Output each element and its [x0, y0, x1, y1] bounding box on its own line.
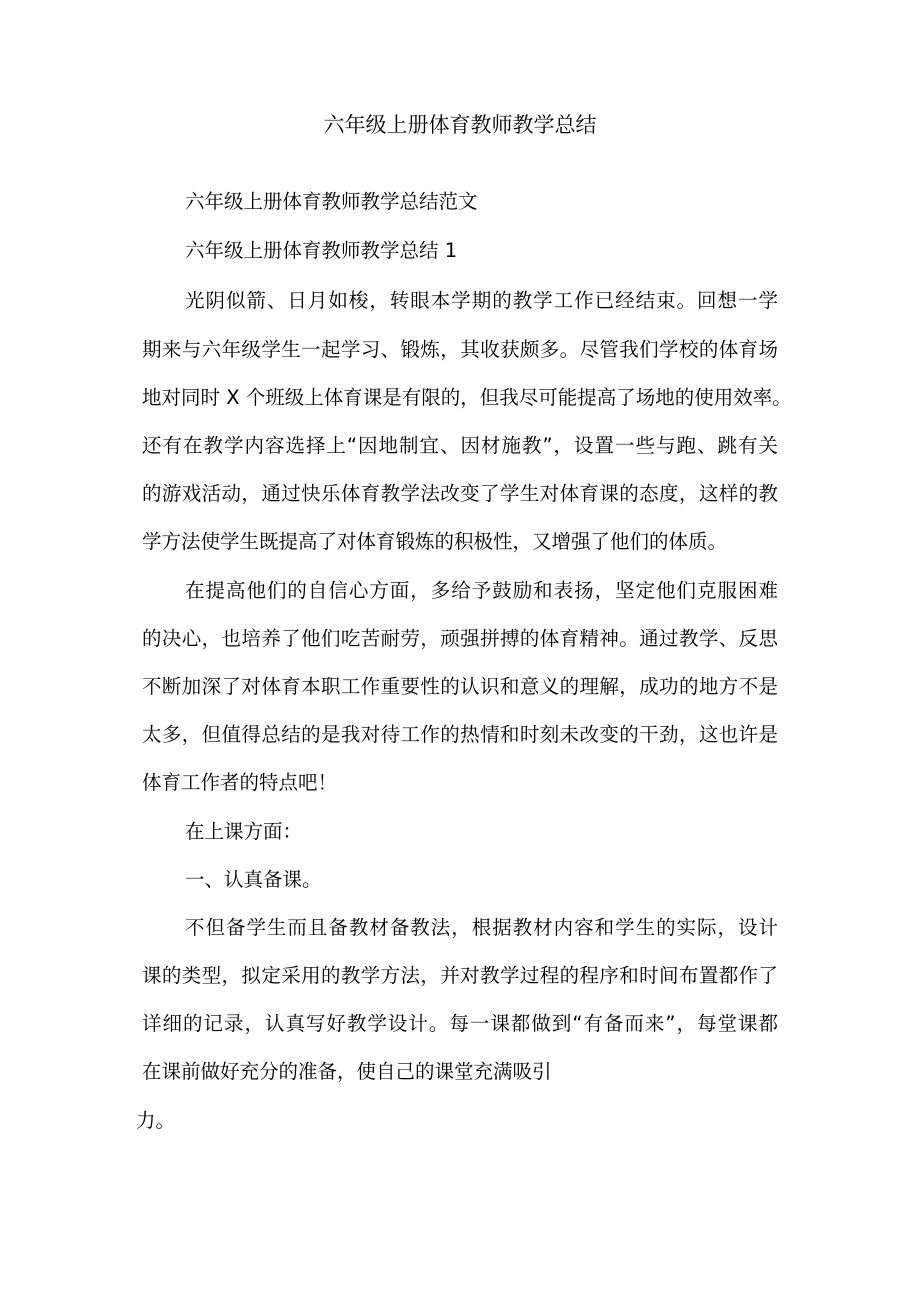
paragraph-2-line-4: 太多，但值得总结的是我对待工作的热情和时刻未改变的干劲，这也许是: [142, 723, 778, 746]
paragraph-1-line-5: 的游戏活动，通过快乐体育教学法改变了学生对体育课的态度，这样的教: [142, 482, 778, 505]
paragraph-2-line-2: 的决心，也培养了他们吃苦耐劳，顽强拼搏的体育精神。通过教学、反思: [142, 627, 778, 650]
paragraph-3-line-3: 详细的记录，认真写好教学设计。每一课都做到“有备而来”，每堂课都: [142, 1012, 778, 1035]
paragraph-1-line-4: 还有在教学内容选择上“因地制宜、因材施教”，设置一些与跑、跳有关: [142, 434, 778, 457]
paragraph-1-line-2: 期来与六年级学生一起学习、锻炼，其收获颇多。尽管我们学校的体育场: [142, 338, 778, 361]
paragraph-3-line-2: 课的类型，拟定采用的教学方法，并对教学过程的程序和时间布置都作了: [142, 964, 778, 987]
paragraph-1-line-3: 地对同时 X 个班级上体育课是有限的，但我尽可能提高了场地的使用效率。: [142, 386, 792, 409]
section-heading-prepare: 一、认真备课。: [185, 868, 322, 891]
paragraph-3-line-4: 在课前做好充分的准备，使自己的课堂充满吸引: [142, 1060, 552, 1083]
paragraph-1-line-6: 学方法使学生既提高了对体育锻炼的积极性，又增强了他们的体质。: [142, 530, 728, 553]
section-heading: 六年级上册体育教师教学总结 1: [185, 239, 458, 262]
paragraph-3-line-5: 力。: [136, 1109, 176, 1132]
paragraph-2-line-5: 体育工作者的特点吧！: [142, 771, 338, 794]
document-title: 六年级上册体育教师教学总结: [323, 113, 597, 137]
paragraph-1-line-1: 光阴似箭、日月如梭，转眼本学期的教学工作已经结束。回想一学: [185, 289, 778, 312]
section-label-classes: 在上课方面：: [185, 820, 303, 843]
paragraph-2-line-1: 在提高他们的自信心方面，多给予鼓励和表扬，坚定他们克服困难: [185, 579, 778, 602]
paragraph-3-line-1: 不但备学生而且备教材备教法，根据教材内容和学生的实际，设计: [185, 916, 778, 939]
paragraph-2-line-3: 不断加深了对体育本职工作重要性的认识和意义的理解，成功的地方不是: [142, 675, 778, 698]
document-subtitle: 六年级上册体育教师教学总结范文: [185, 190, 478, 213]
